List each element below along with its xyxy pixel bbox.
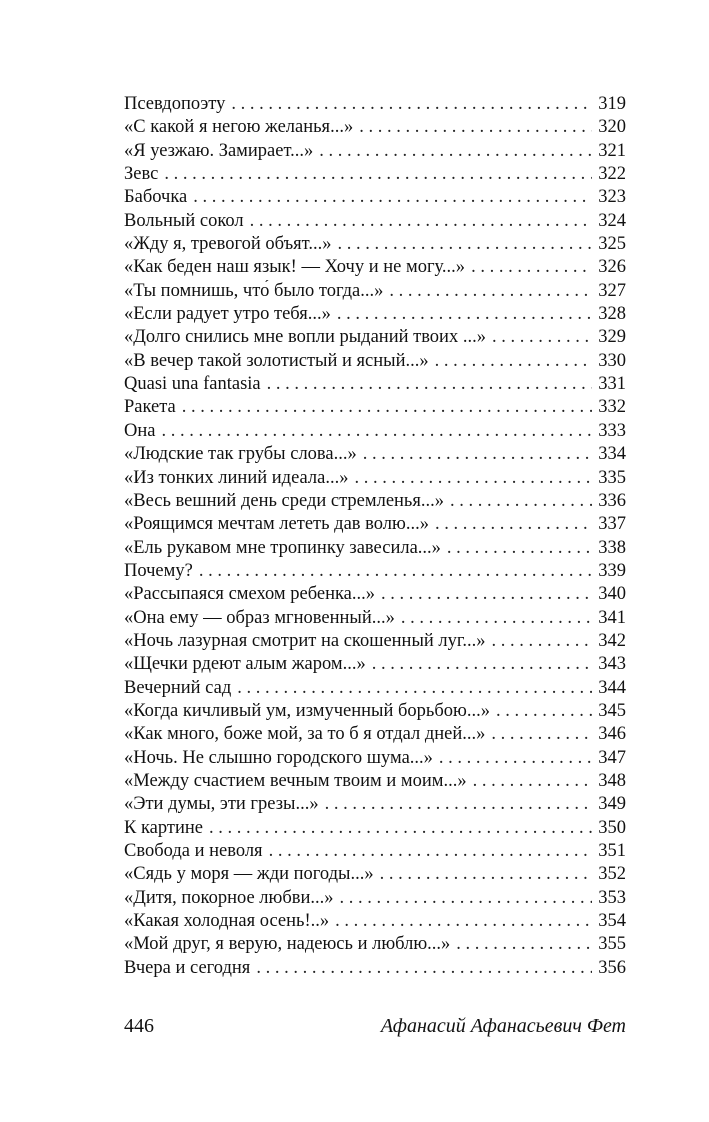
toc-entry-page-number: 342: [598, 630, 626, 651]
toc-dot-leader: [182, 396, 592, 419]
toc-dot-leader: [492, 630, 593, 653]
toc-dot-leader: [161, 420, 592, 443]
toc-entry: [124, 140, 626, 163]
toc-dot-leader: [340, 887, 593, 910]
toc-entry: [124, 443, 626, 466]
toc-entry-title: Quasi una fantasia: [124, 374, 261, 395]
toc-entry-title: «Щечки рдеют алым жаром...»: [124, 654, 366, 675]
toc-dot-leader: [380, 863, 593, 886]
page-footer: [124, 1015, 626, 1038]
toc-dot-leader: [335, 910, 592, 933]
toc-entry: [124, 420, 626, 443]
toc-entry-title: «Когда кичливый ум, измученный борьбою...»: [124, 700, 490, 721]
toc-dot-leader: [237, 677, 592, 700]
toc-entry-title: Псевдопоэту: [124, 94, 226, 114]
toc-entry-page-number: 322: [598, 164, 626, 185]
toc-entry-page-number: 348: [598, 770, 626, 791]
toc-entry-page-number: 356: [598, 957, 626, 978]
toc-entry-title: Бабочка: [124, 187, 188, 208]
toc-entry: [124, 910, 626, 933]
toc-entry-title: «Мой друг, я верую, надеюсь и люблю...»: [124, 934, 451, 955]
toc-entry-page-number: 352: [598, 864, 626, 885]
toc-entry-page-number: 327: [598, 280, 626, 301]
toc-entry: [124, 723, 626, 746]
toc-entry-title: «Ночь лазурная смотрит на скошенный луг...»: [124, 630, 486, 651]
toc-dot-leader: [319, 140, 592, 163]
toc-dot-leader: [250, 210, 593, 233]
toc-dot-leader: [439, 747, 592, 770]
toc-entry-title: «Людские так грубы слова...»: [124, 444, 357, 465]
toc-entry-page-number: 344: [598, 677, 626, 698]
toc-entry-page-number: 347: [598, 747, 626, 768]
toc-dot-leader: [435, 513, 592, 536]
toc-entry: [124, 700, 626, 723]
toc-entry-page-number: 337: [598, 514, 626, 535]
toc-entry-page-number: 343: [598, 654, 626, 675]
toc-dot-leader: [256, 957, 592, 980]
toc-entry-page-number: 328: [598, 304, 626, 325]
toc-entry: [124, 677, 626, 700]
toc-entry-title: «Она ему — образ мгновенный...»: [124, 607, 395, 628]
toc-dot-leader: [164, 163, 592, 186]
toc-entry: [124, 747, 626, 770]
toc-entry-page-number: 333: [598, 420, 626, 441]
toc-entry-title: «Ель рукавом мне тропинку завесила...»: [124, 537, 441, 558]
toc-dot-leader: [492, 326, 592, 349]
toc-entry-page-number: 339: [598, 560, 626, 581]
toc-dot-leader: [337, 303, 592, 326]
toc-entry-page-number: 324: [598, 210, 626, 231]
toc-entry-title: «Долго снились мне вопли рыданий твоих ...»: [124, 327, 486, 348]
toc-entry-page-number: 354: [598, 911, 626, 932]
toc-entry-title: Свобода и неволя: [124, 841, 263, 861]
toc-entry-title: «Какая холодная осень!..»: [124, 911, 330, 932]
toc-dot-leader: [209, 817, 592, 840]
toc-entry-title: Вчера и сегодня: [124, 957, 251, 978]
toc-entry-title: «В вечер такой золотистый и ясный...»: [124, 350, 429, 371]
toc-dot-leader: [269, 840, 593, 863]
toc-dot-leader: [381, 583, 592, 606]
toc-entry: [124, 607, 626, 630]
toc-entry-title: Зевс: [124, 164, 159, 185]
toc-entry: [124, 490, 626, 513]
toc-entry-page-number: 321: [598, 140, 626, 161]
toc-entry: [124, 887, 626, 910]
toc-entry-title: «Жду я, тревогой объят...»: [124, 234, 332, 255]
toc-entry-title: «Если радует утро тебя...»: [124, 304, 331, 325]
toc-entry: [124, 653, 626, 676]
toc-entry-page-number: 334: [598, 444, 626, 465]
toc-dot-leader: [456, 933, 592, 956]
toc-dot-leader: [473, 770, 593, 793]
toc-entry-page-number: 319: [598, 94, 626, 114]
toc-dot-leader: [354, 467, 592, 490]
toc-entry: [124, 396, 626, 419]
toc-entry: [124, 467, 626, 490]
toc-entry: [124, 513, 626, 536]
toc-entry-page-number: 335: [598, 467, 626, 488]
toc-entry: [124, 256, 626, 279]
toc-entry-title: «Дитя, покорное любви...»: [124, 887, 334, 908]
toc-entry: [124, 817, 626, 840]
toc-entry-title: «Весь вешний день среди стремленья...»: [124, 490, 445, 511]
toc-dot-leader: [496, 700, 592, 723]
toc-entry-title: К картине: [124, 817, 203, 838]
toc-entry-title: Она: [124, 420, 156, 441]
toc-entry-title: «Ты помнишь, что́ было тогда...»: [124, 280, 384, 301]
toc-entry: [124, 933, 626, 956]
toc-dot-leader: [363, 443, 593, 466]
toc-entry: [124, 186, 626, 209]
toc-entry-title: Вольный сокол: [124, 210, 244, 231]
toc-entry: [124, 793, 626, 816]
toc-entry-page-number: 338: [598, 537, 626, 558]
toc-entry: [124, 163, 626, 186]
toc-entry: [124, 233, 626, 256]
toc-entry: [124, 116, 626, 139]
toc-entry-page-number: 331: [598, 374, 626, 395]
toc-entry: [124, 770, 626, 793]
toc-entry-page-number: 349: [598, 794, 626, 815]
toc-dot-leader: [450, 490, 592, 513]
toc-entry-page-number: 340: [598, 584, 626, 605]
toc-entry: [124, 840, 626, 863]
toc-entry-title: «Я уезжаю. Замирает...»: [124, 140, 314, 161]
toc-entry: [124, 326, 626, 349]
toc-dot-leader: [471, 256, 592, 279]
toc-dot-leader: [267, 373, 593, 396]
toc-entry-page-number: 355: [598, 934, 626, 955]
toc-entry-page-number: 329: [598, 327, 626, 348]
toc-entry: [124, 280, 626, 303]
toc-entry-title: «Роящимся мечтам лететь дав волю...»: [124, 514, 429, 535]
toc-entry: [124, 373, 626, 396]
toc-entry: [124, 630, 626, 653]
toc-dot-leader: [359, 116, 592, 139]
toc-dot-leader: [325, 793, 593, 816]
toc-entry-title: Почему?: [124, 560, 193, 581]
toc-entry-page-number: 341: [598, 607, 626, 628]
toc-entry: [124, 210, 626, 233]
toc-dot-leader: [338, 233, 593, 256]
toc-dot-leader: [491, 723, 592, 746]
toc-entry-page-number: 336: [598, 490, 626, 511]
toc-entry: [124, 560, 626, 583]
toc-entry-title: «Ночь. Не слышно городского шума...»: [124, 747, 433, 768]
toc-entry-title: Вечерний сад: [124, 677, 232, 698]
toc-entry: [124, 303, 626, 326]
toc-dot-leader: [193, 186, 592, 209]
toc-entry: [124, 93, 626, 116]
toc-entry-page-number: 325: [598, 234, 626, 255]
toc-entry-title: «Из тонких линий идеала...»: [124, 467, 349, 488]
footer-author-name: Афанасий Афанасьевич Фет: [380, 1015, 626, 1037]
table-of-contents: [124, 93, 626, 980]
toc-entry: [124, 863, 626, 886]
toc-entry-title: «С какой я негою желанья...»: [124, 117, 354, 138]
toc-entry-page-number: 353: [598, 887, 626, 908]
toc-dot-leader: [435, 350, 593, 373]
toc-entry: [124, 350, 626, 373]
toc-entry-title: «Эти думы, эти грезы...»: [124, 794, 319, 815]
toc-entry: [124, 957, 626, 980]
toc-entry: [124, 537, 626, 560]
toc-dot-leader: [389, 280, 592, 303]
toc-entry-page-number: 320: [598, 117, 626, 138]
toc-entry-page-number: 345: [598, 700, 626, 721]
toc-entry-page-number: 323: [598, 187, 626, 208]
toc-dot-leader: [199, 560, 592, 583]
toc-entry-page-number: 330: [598, 350, 626, 371]
toc-entry-title: «Как беден наш язык! — Хочу и не могу...»: [124, 257, 466, 278]
toc-dot-leader: [372, 653, 593, 676]
toc-dot-leader: [231, 93, 592, 116]
toc-entry-page-number: 326: [598, 257, 626, 278]
toc-dot-leader: [447, 537, 592, 560]
toc-entry: [124, 583, 626, 606]
toc-entry-title: «Как много, боже мой, за то б я отдал дней...»: [124, 724, 486, 745]
toc-entry-title: «Рассыпаяся смехом ребенка...»: [124, 584, 376, 605]
toc-dot-leader: [401, 607, 592, 630]
toc-entry-page-number: 350: [598, 817, 626, 838]
toc-entry-page-number: 346: [598, 724, 626, 745]
toc-entry-title: «Между счастием вечным твоим и моим...»: [124, 770, 467, 791]
toc-entry-page-number: 351: [598, 841, 626, 861]
footer-page-number: 446: [124, 1015, 154, 1037]
toc-entry-page-number: 332: [598, 397, 626, 418]
toc-entry-title: Ракета: [124, 397, 176, 418]
toc-entry-title: «Сядь у моря — жди погоды...»: [124, 864, 374, 885]
